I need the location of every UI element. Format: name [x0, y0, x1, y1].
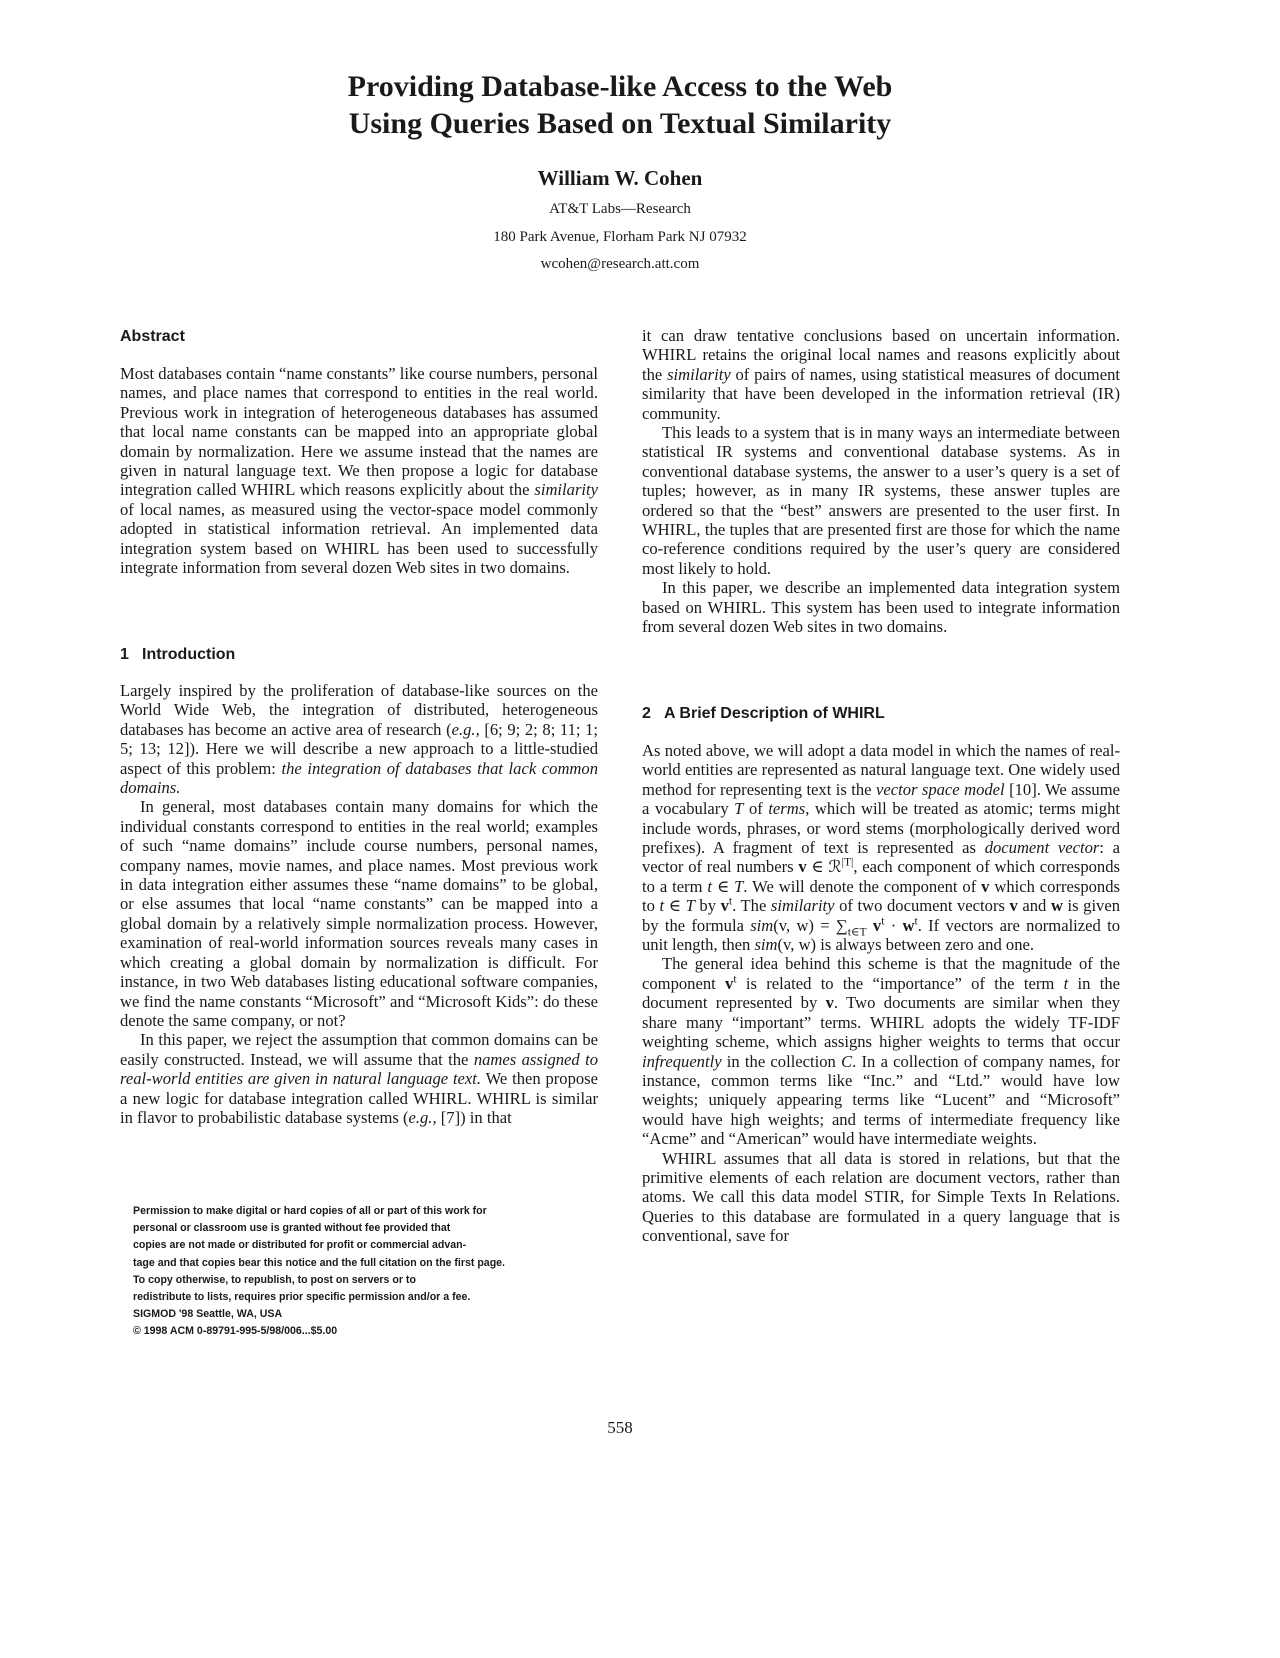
section-heading-introduction [120, 645, 598, 664]
section2-body [642, 741, 1120, 1246]
text-run: t [914, 914, 918, 928]
text-run: t [733, 972, 737, 986]
text-run: v [981, 876, 990, 896]
abstract-heading: Abstract [120, 328, 185, 345]
section-title: A Brief Description of WHIRL [664, 705, 885, 722]
title-line: Providing Database-like Access to the Web [347, 70, 893, 103]
text-run: in the document represented by [642, 973, 1120, 1013]
author-affiliation [0, 196, 1240, 279]
text-run: WHIRL assumes that all data is stored in relations, but that the primitive elements of each relation are document vectors, rather than atoms. We call this data model STIR, for Simple Texts In Relations. Queries to this database are formulated in a query language that is conventional, save for [642, 1148, 1120, 1246]
page-number: 558 [607, 1418, 633, 1437]
section-heading-whirl [642, 704, 1120, 723]
text-run: is related to the “importance” of the term [736, 973, 1064, 993]
text-run: As noted above, we will adopt a data model in which the names of real-world entities are represented as natural language text. One widely used method for representing text is the [642, 741, 1120, 799]
paragraph [642, 326, 1120, 423]
text-run: t [659, 896, 665, 916]
text-run: w [902, 915, 915, 935]
text-run: T [685, 896, 695, 916]
text-run: v [798, 857, 807, 877]
text-run: We then propose a new logic for database integration called WHIRL. WHIRL is similar in flavor to probabilistic database systems ( [120, 1069, 599, 1127]
footnote-line: copies are not made or distributed for profit or commercial advan- [133, 1239, 467, 1252]
text-run: T [734, 876, 744, 896]
text-run: T [734, 799, 744, 819]
text-run: which corresponds to [642, 876, 1120, 916]
copyright-footnote [133, 1203, 505, 1341]
text-run: of local names, as measured using the vector-space model commonly adopted in statistical information retrieval. An implemented data integration system based on WHIRL has been used to successfully integrate information from several dozen Web sites in two domains. [120, 499, 598, 578]
text-run: of two document vectors [834, 896, 1010, 916]
text-run: similarity [667, 364, 731, 384]
paragraph [120, 797, 598, 1030]
text-run: , which will be treated as atomic; terms might include words, phrases, or word stems (morphologically derived word prefixes). A fragment of text is represented as [642, 799, 1120, 858]
text-run: of pairs of names, using statistical measures of document similarity that have been developed in the information retrieval (IR) community. [642, 364, 1120, 423]
text-run: . In a collection of company names, for instance, common terms like “Inc.” and “Ltd.” would have low weights; uniquely appearing terms like “Lucent” and “Microsoft” would have high weights; and terms of intermediate frequency like “Acme” and “American” would have intermediate weights. [642, 1051, 1121, 1149]
text-run: This leads to a system that is in many ways an intermediate between statistical IR systems and conventional database systems. As in conventional database systems, the answer to a user’s query is a set of tuples; however, as in many IR systems, these answer tuples are ordered so that the “best” answers are presented to the user first. In WHIRL, the tuples that are presented first are those for which the name co-reference conditions required by the user’s query are considered most likely to hold. [642, 423, 1120, 578]
footnote-line: Permission to make digital or hard copies of all or part of this work for [133, 1205, 487, 1217]
affiliation-org: AT&T Labs—Research [549, 201, 691, 217]
paragraph [642, 423, 1120, 578]
introduction-continued [642, 326, 1120, 637]
paragraph [642, 741, 1120, 954]
text-run: v [1009, 896, 1018, 916]
text-run: and [1017, 896, 1051, 916]
text-run: ∈ [712, 876, 735, 896]
text-run: Most databases contain “name constants” like course numbers, personal names, and place names that correspond to entities in the real world. Previous work in integration of heterogeneous databases has assumed that local name constants can be mapped into an appropriate global domain by normalization. Here we assume instead that the names are given in natural language text. We then propose a logic for database integration called WHIRL which reasons explicitly about the [120, 364, 598, 500]
text-run: . Two documents are similar when they share many “important” terms. WHIRL adopts the widely TF-IDF weighting scheme, which assigns higher weights to terms that occur [642, 993, 1120, 1052]
text-run: by [694, 896, 721, 916]
footnote-line: redistribute to lists, requires prior specific permission and/or a fee. [133, 1291, 471, 1304]
text-run: , [7]) in that [432, 1107, 512, 1127]
text-run: the integration of databases that lack common domains. [120, 758, 598, 798]
text-run: sim [750, 915, 774, 935]
text-run: |T| [841, 855, 854, 869]
text-run: in the collection [721, 1051, 842, 1071]
text-run: v [725, 973, 734, 993]
section-number: 1 [120, 646, 129, 663]
text-run: vector space model [875, 779, 1005, 799]
footnote-line: To copy otherwise, to republish, to post on servers or to [133, 1273, 416, 1286]
text-run: v [825, 993, 834, 1013]
text-run: ∈ ℛ [806, 857, 842, 877]
text-run: [10]. We assume a vocabulary [642, 779, 1121, 819]
text-run: is given by the formula [642, 896, 1121, 935]
text-run: Largely inspired by the proliferation of database-like sources on the World Wide Web, the integration of distributed, heterogeneous databases has become an active area of research ( [120, 681, 598, 739]
text-run: · [884, 915, 903, 935]
text-run: t [728, 894, 733, 908]
text-run: v [872, 915, 882, 935]
author-email: wcohen@research.att.com [540, 256, 700, 272]
paragraph [120, 1030, 598, 1127]
text-run: names assigned to real-world entities are given in natural language text. [120, 1049, 599, 1089]
paragraph [120, 364, 598, 577]
text-run: t∈T [847, 924, 867, 938]
text-run: w [1050, 896, 1063, 916]
text-run: In general, most databases contain many domains for which the individual constants correspond to entities in the real world; examples of such “name domains” include course numbers, personal names, company names, movie names, and place names. Most previous work in data integration either assumes these “name domains” to be global, or else assumes that local “name constants” can be mapped into a global domain by a relatively simple normalization process. However, examination of real-world information sources reveals many cases in which creating a global domain by normalization is difficult. For instance, in two Web databases listing educational software companies, we find the name constants “Microsoft” and “Microsoft Kids”: do these denote the same company, or not? [120, 797, 598, 1030]
text-run: . The [732, 896, 771, 916]
text-run: similarity [534, 480, 598, 500]
text-run: In this paper, we describe an implemented data integration system based on WHIRL. This system has been used to integrate information from several dozen Web sites in two domains. [642, 578, 1120, 637]
text-run: : a vector of real numbers [642, 838, 1121, 877]
text-run: , [6; 9; 2; 8; 11; 1; 5; 13; 12]). Here we will describe a new approach to a little-studied aspect of this problem: [120, 719, 598, 778]
text-run: . We will denote the component of [743, 876, 982, 896]
text-run: of [743, 799, 769, 819]
paragraph [642, 578, 1120, 636]
text-run: e.g. [408, 1107, 433, 1127]
introduction-body [120, 681, 598, 1127]
text-run: infrequently [642, 1051, 722, 1071]
text-run: document vector [984, 838, 1100, 858]
title-line: Using Queries Based on Textual Similarity [348, 107, 892, 140]
text-run: . If vectors are normalized to unit length, then [642, 915, 1120, 955]
text-run: t [1063, 973, 1069, 993]
text-run: terms [768, 799, 806, 819]
footnote-line: tage and that copies bear this notice and the full citation on the first page. [133, 1256, 506, 1269]
footnote-line: SIGMOD '98 Seattle, WA, USA [133, 1308, 283, 1321]
text-run: it can draw tentative conclusions based on uncertain information. WHIRL retains the original local names and reasons explicitly about the [642, 326, 1120, 384]
paragraph [120, 681, 598, 797]
text-run: t [707, 876, 713, 896]
text-run: (v, w) is always between zero and one. [777, 935, 1035, 955]
text-run: In this paper, we reject the assumption that common domains can be easily constructed. Instead, we will assume that the [120, 1030, 598, 1069]
paper-title [0, 68, 1240, 142]
paragraph [642, 954, 1120, 1148]
text-run: similarity [770, 896, 835, 916]
paragraph [642, 1149, 1120, 1246]
abstract-body [120, 364, 598, 577]
text-run: ∈ [664, 896, 686, 916]
text-run: C [841, 1051, 853, 1071]
text-run: The general idea behind this scheme is that the magnitude of the component [642, 954, 1120, 993]
affiliation-address: 180 Park Avenue, Florham Park NJ 07932 [493, 228, 747, 245]
footnote-line: personal or classroom use is granted without fee provided that [133, 1222, 451, 1235]
text-run: e.g. [451, 719, 476, 739]
text-run: t [881, 914, 885, 928]
text-run: , each component of which corresponds to a term [642, 857, 1120, 896]
section-title: Introduction [142, 646, 236, 663]
text-run: v [720, 896, 729, 916]
text-run: (v, w) = ∑ [773, 915, 848, 935]
footnote-line: © 1998 ACM 0-89791-995-5/98/006...$5.00 [133, 1325, 338, 1338]
author-name: William W. Cohen [537, 166, 703, 190]
text-run: sim [754, 935, 778, 955]
section-number: 2 [642, 705, 651, 722]
